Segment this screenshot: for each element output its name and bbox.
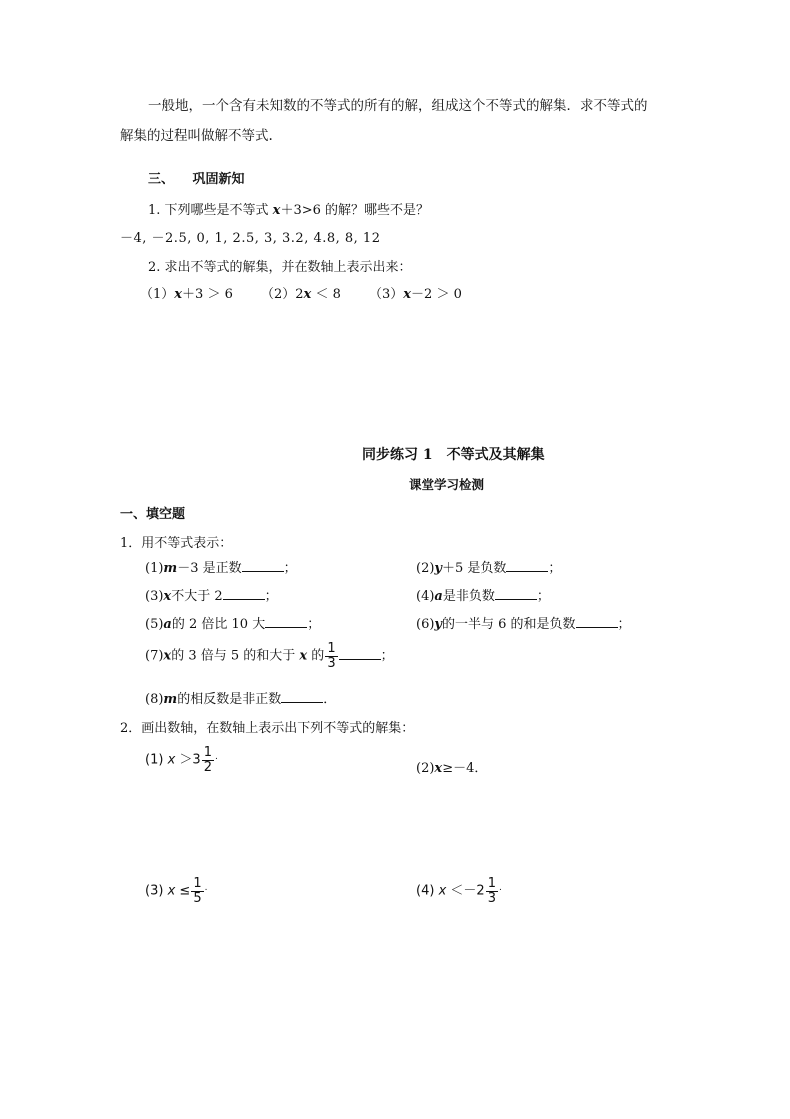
numberline-item-4: (4) x ＜－2 $\frac{1}{3}$ ·	[416, 876, 502, 906]
answer-blank[interactable]	[576, 616, 618, 628]
answer-blank[interactable]	[506, 560, 548, 572]
fraction: $\frac{1}{5}$	[193, 876, 202, 906]
fill-item-5: (5)a的 2 倍比 10 大 ；	[145, 617, 321, 632]
practice-subtitle: 课堂学习检测	[409, 477, 485, 492]
fraction: $\frac{1}{2}$	[203, 745, 212, 775]
numberline-item-2: (2)x≥－4．	[416, 761, 488, 776]
numberline-item-1: (1) x ＞3 $\frac{1}{2}$ ·	[145, 745, 218, 775]
practice-title: 同步练习 1 不等式及其解集	[362, 447, 545, 463]
q2-part-1: （1）x＋3 ＞ 6	[140, 287, 233, 302]
q1-suffix: ＋3>6 的解？哪些不是？	[280, 203, 430, 218]
intro-line-1: 一般地，一个含有未知数的不等式的所有的解，组成这个不等式的解集．求不等式的	[148, 98, 648, 114]
q2-part-2: （2）2x ＜ 8	[261, 287, 341, 302]
answer-blank[interactable]	[242, 560, 284, 572]
numberline-question-2: 2．画出数轴，在数轴上表示出下列不等式的解集：	[120, 721, 415, 736]
section-title: 巩固新知	[192, 172, 245, 187]
fill-item-2: (2)y＋5 是负数 ；	[416, 561, 562, 576]
consolidate-question-2: 2. 求出不等式的解集，并在数轴上表示出来：	[148, 260, 412, 275]
answer-blank[interactable]	[265, 616, 307, 628]
fill-item-7: (7)x的 3 倍与 5 的和大于 x 的 $\frac{1}{3}$ ；	[145, 641, 394, 671]
fill-item-1: (1)m－3 是正数 ；	[145, 561, 297, 576]
fraction: $\frac{1}{3}$	[487, 876, 496, 906]
q1-candidate-values: －4, －2.5, 0, 1, 2.5, 3, 3.2, 4.8, 8, 12	[120, 231, 381, 246]
answer-blank[interactable]	[339, 648, 381, 660]
q2-inequalities	[140, 283, 462, 302]
answer-blank[interactable]	[281, 691, 323, 703]
intro-line-2: 解集的过程叫做解不等式.	[120, 128, 273, 144]
fill-item-6: (6)y的一半与 6 的和是负数 ；	[416, 617, 631, 632]
answer-blank[interactable]	[223, 588, 265, 600]
fill-item-4: (4)a是非负数 ；	[416, 589, 550, 604]
q1-prefix: 1. 下列哪些是不等式	[148, 203, 273, 218]
q1-var: x	[272, 203, 281, 218]
consolidate-question-1	[148, 199, 429, 218]
fraction: $\frac{1}{3}$	[327, 641, 336, 671]
numberline-item-3: (3) x ≤ $\frac{1}{5}$ ·	[145, 876, 208, 906]
q2-part-3: （3）x－2 ＞ 0	[369, 287, 462, 302]
fill-question-1: 1．用不等式表示：	[120, 536, 233, 551]
answer-blank[interactable]	[495, 588, 537, 600]
fill-item-8: (8)m的相反数是非正数 ．	[145, 692, 337, 707]
fill-item-3: (3)x不大于 2 ；	[145, 589, 278, 604]
section-number: 三、	[148, 172, 175, 187]
section-heading	[148, 168, 245, 187]
part-one-heading: 一、填空题	[120, 507, 186, 522]
